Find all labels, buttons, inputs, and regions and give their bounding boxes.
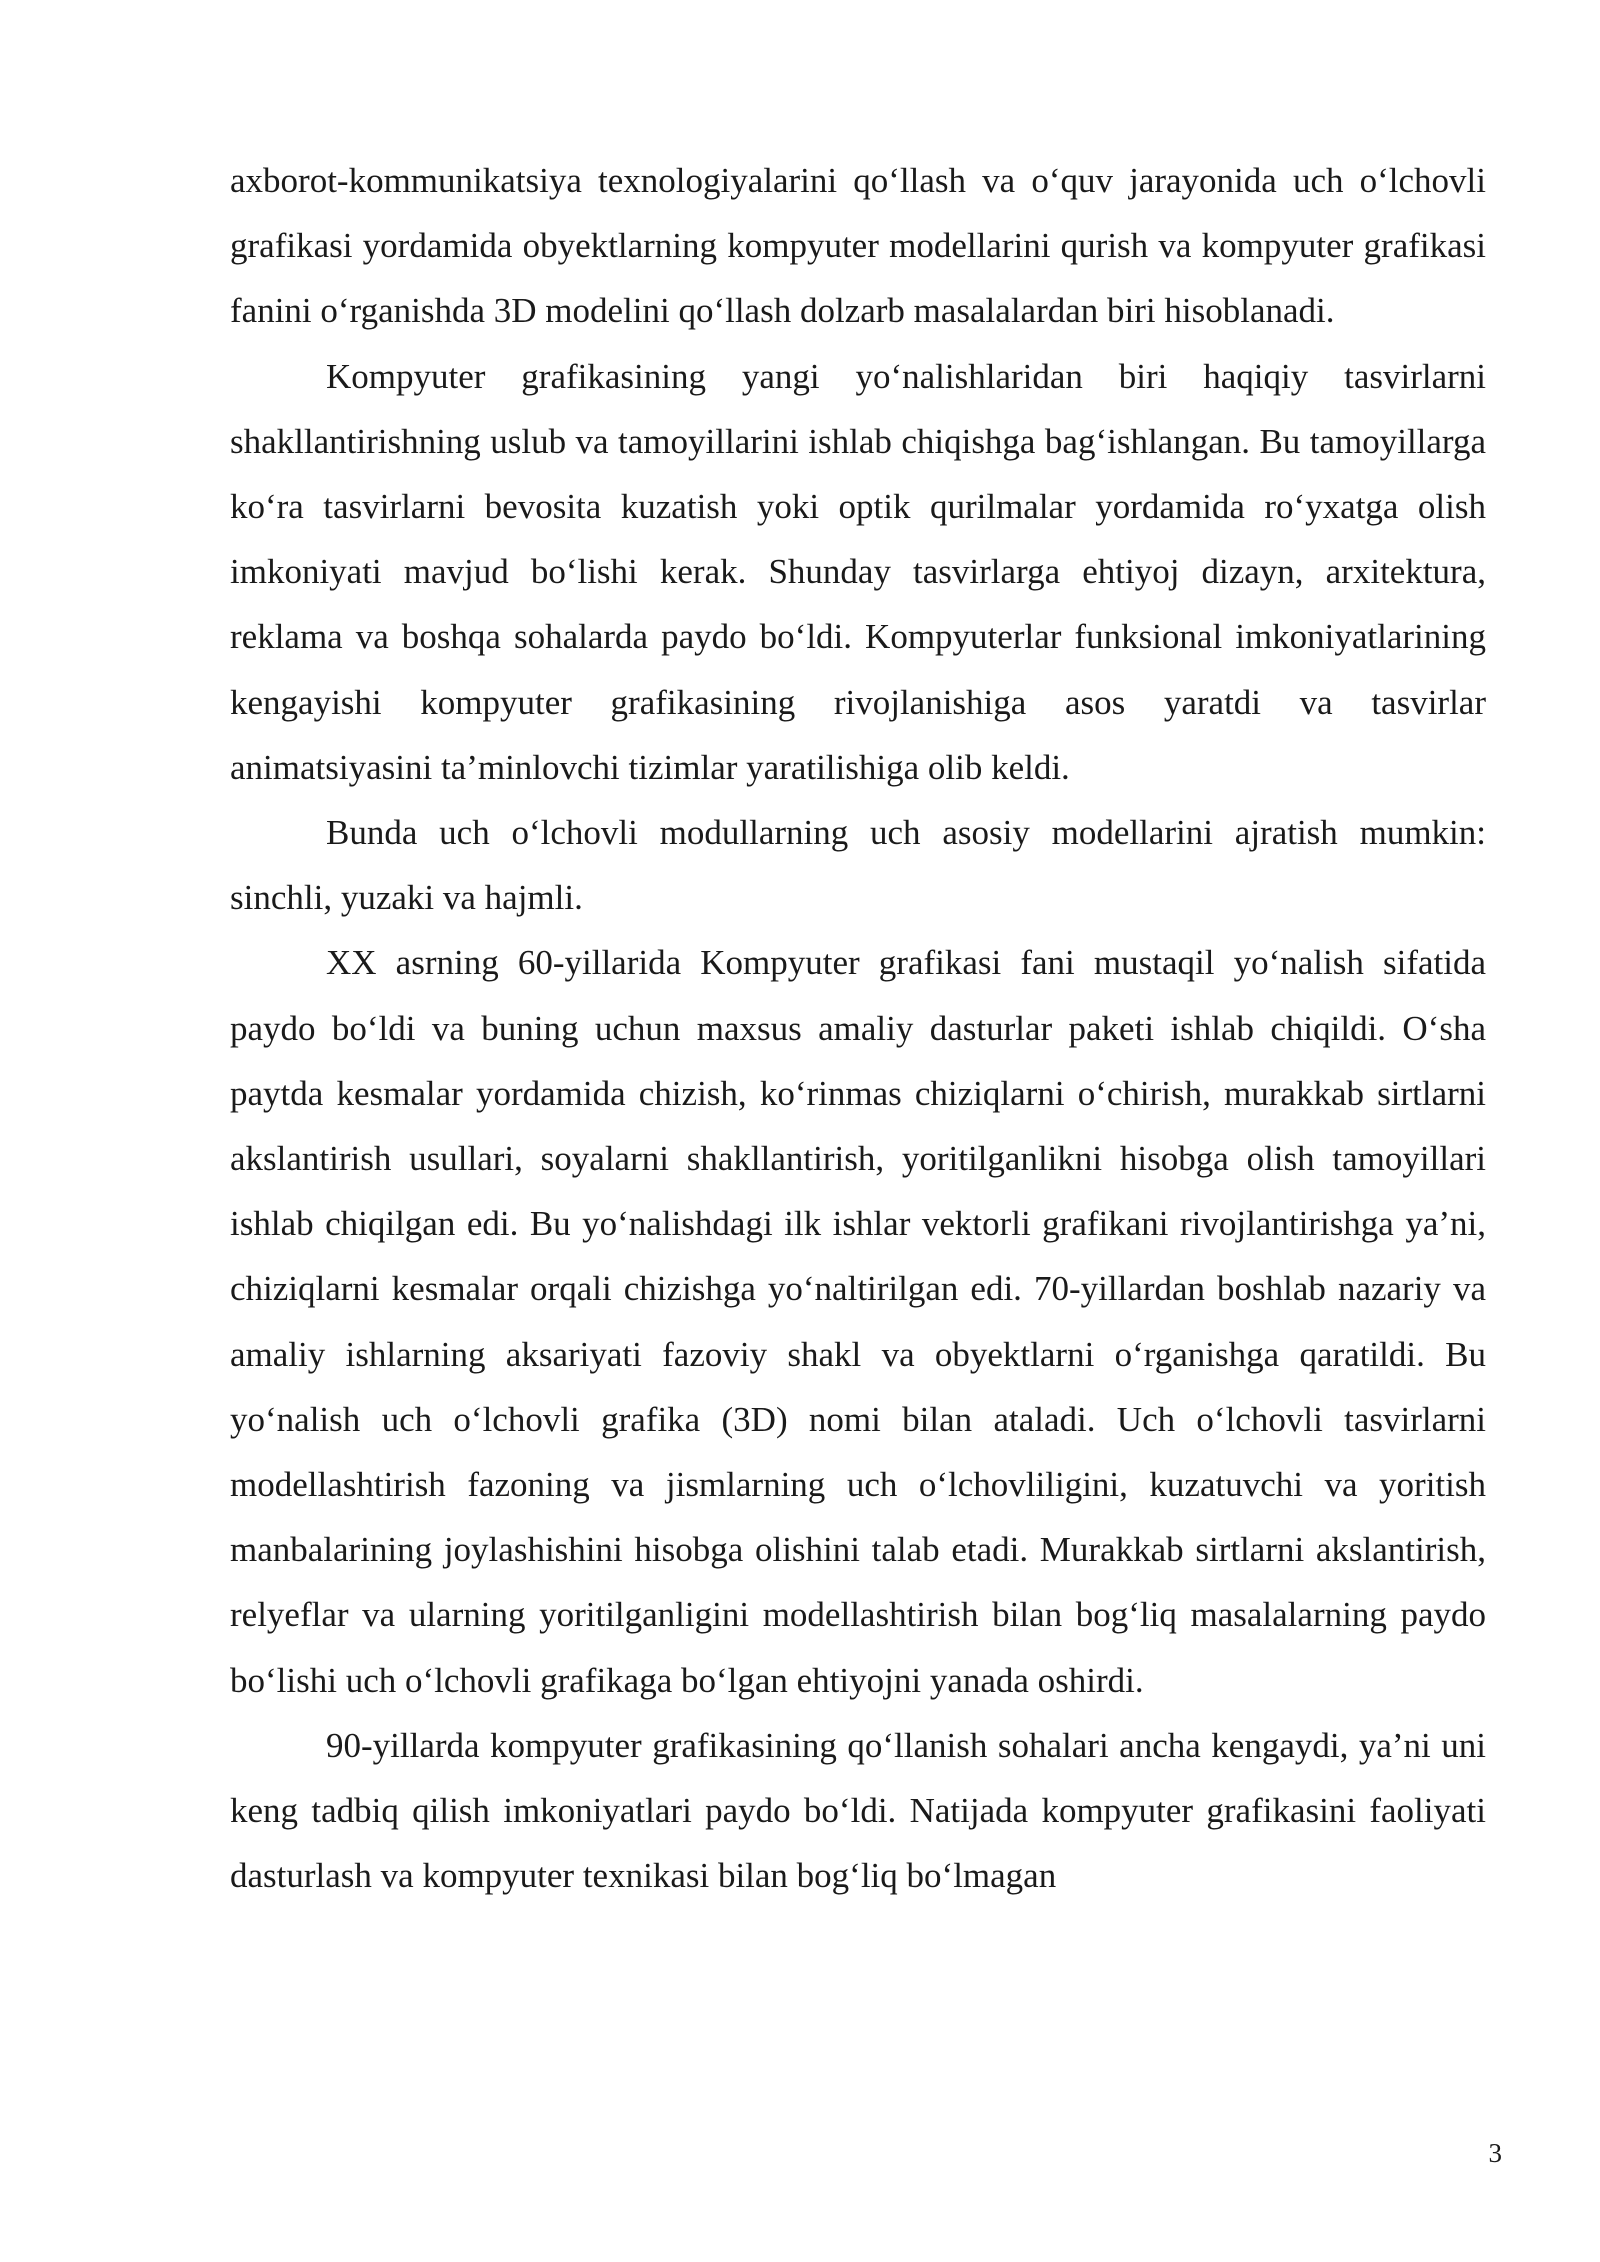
paragraph-continuation: axborot-kommunikatsiya texnologiyalarini qo‘llash va o‘quv jarayonida uch o‘lchovli grafikasi yordamida obyektlarning kompyuter modellarini qurish va kompyuter grafikasi fanini o‘rganishda 3D modelini qo‘llash dolzarb masalalardan biri hisoblanadi. <box>230 161 1486 331</box>
paragraph-realistic-images: Kompyuter grafikasining yangi yo‘nalishlaridan biri haqiqiy tasvirlarni shakllantirishning uslub va tamoyillarini ishlab chiqishga bag‘ishlangan. Bu tamoyillarga ko‘ra tasvirlarni bevosita kuzatish yoki optik qurilmalar yordamida ro‘yxatga olish imkoniyati mavjud bo‘lishi kerak. Shunday tasvirlarga ehtiyoj dizayn, arxitektura, reklama va boshqa sohalarda paydo bo‘ldi. Kompyuterlar funksional imkoniyatlarining kengayishi kompyuter grafikasining rivojlanishiga asos yaratdi va tasvirlar animatsiyasini ta’minlovchi tizimlar yaratilishiga olib keldi. <box>230 356 1486 787</box>
page-number: 3 <box>1488 2138 1502 2168</box>
paragraph-history-60s-70s: XX asrning 60-yillarida Kompyuter grafikasi fani mustaqil yo‘nalish sifatida paydo bo‘ldi va buning uchun maxsus amaliy dasturlar paketi ishlab chiqildi. O‘sha paytda kesmalar yordamida chizish, ko‘rinmas chiziqlarni o‘chirish, murakkab sirtlarni akslantirish usullari, soyalarni shakllantirish, yoritilganlikni hisobga olish tamoyillari ishlab chiqilgan edi. Bu yo‘nalishdagi ilk ishlar vektorli grafikani rivojlantirishga ya’ni, chiziqlarni kesmalar orqali chizishga yo‘naltirilgan edi. 70-yillardan boshlab nazariy va amaliy ishlarning aksariyati fazoviy shakl va obyektlarni o‘rganishga qaratildi. Bu yo‘nalish uch o‘lchovli grafika (3D) nomi bilan ataladi. Uch o‘lchovli tasvirlarni modellashtirish fazoning va jismlarning uch o‘lchovliligini, kuzatuvchi va yoritish manbalarining joylashishini hisobga olishini talab etadi. Murakkab sirtlarni akslantirish, relyeflar va ularning yoritilganligini modellashtirish bilan bog‘liq masalalarning paydo bo‘lishi uch o‘lchovli grafikaga bo‘lgan ehtiyojni yanada oshirdi. <box>230 943 1486 1700</box>
document-page-body <box>230 148 1486 1908</box>
paragraph-history-90s: 90-yillarda kompyuter grafikasining qo‘llanish sohalari ancha kengaydi, ya’ni uni keng tadbiq qilish imkoniyatlari paydo bo‘ldi. Natijada kompyuter grafikasini faoliyati dasturlash va kompyuter texnikasi bilan bog‘liq bo‘lmagan <box>230 1725 1486 1896</box>
paragraph-three-models: Bunda uch o‘lchovli modullarning uch asosiy modellarini ajratish mumkin: sinchli, yuzaki va hajmli. <box>230 813 1486 918</box>
